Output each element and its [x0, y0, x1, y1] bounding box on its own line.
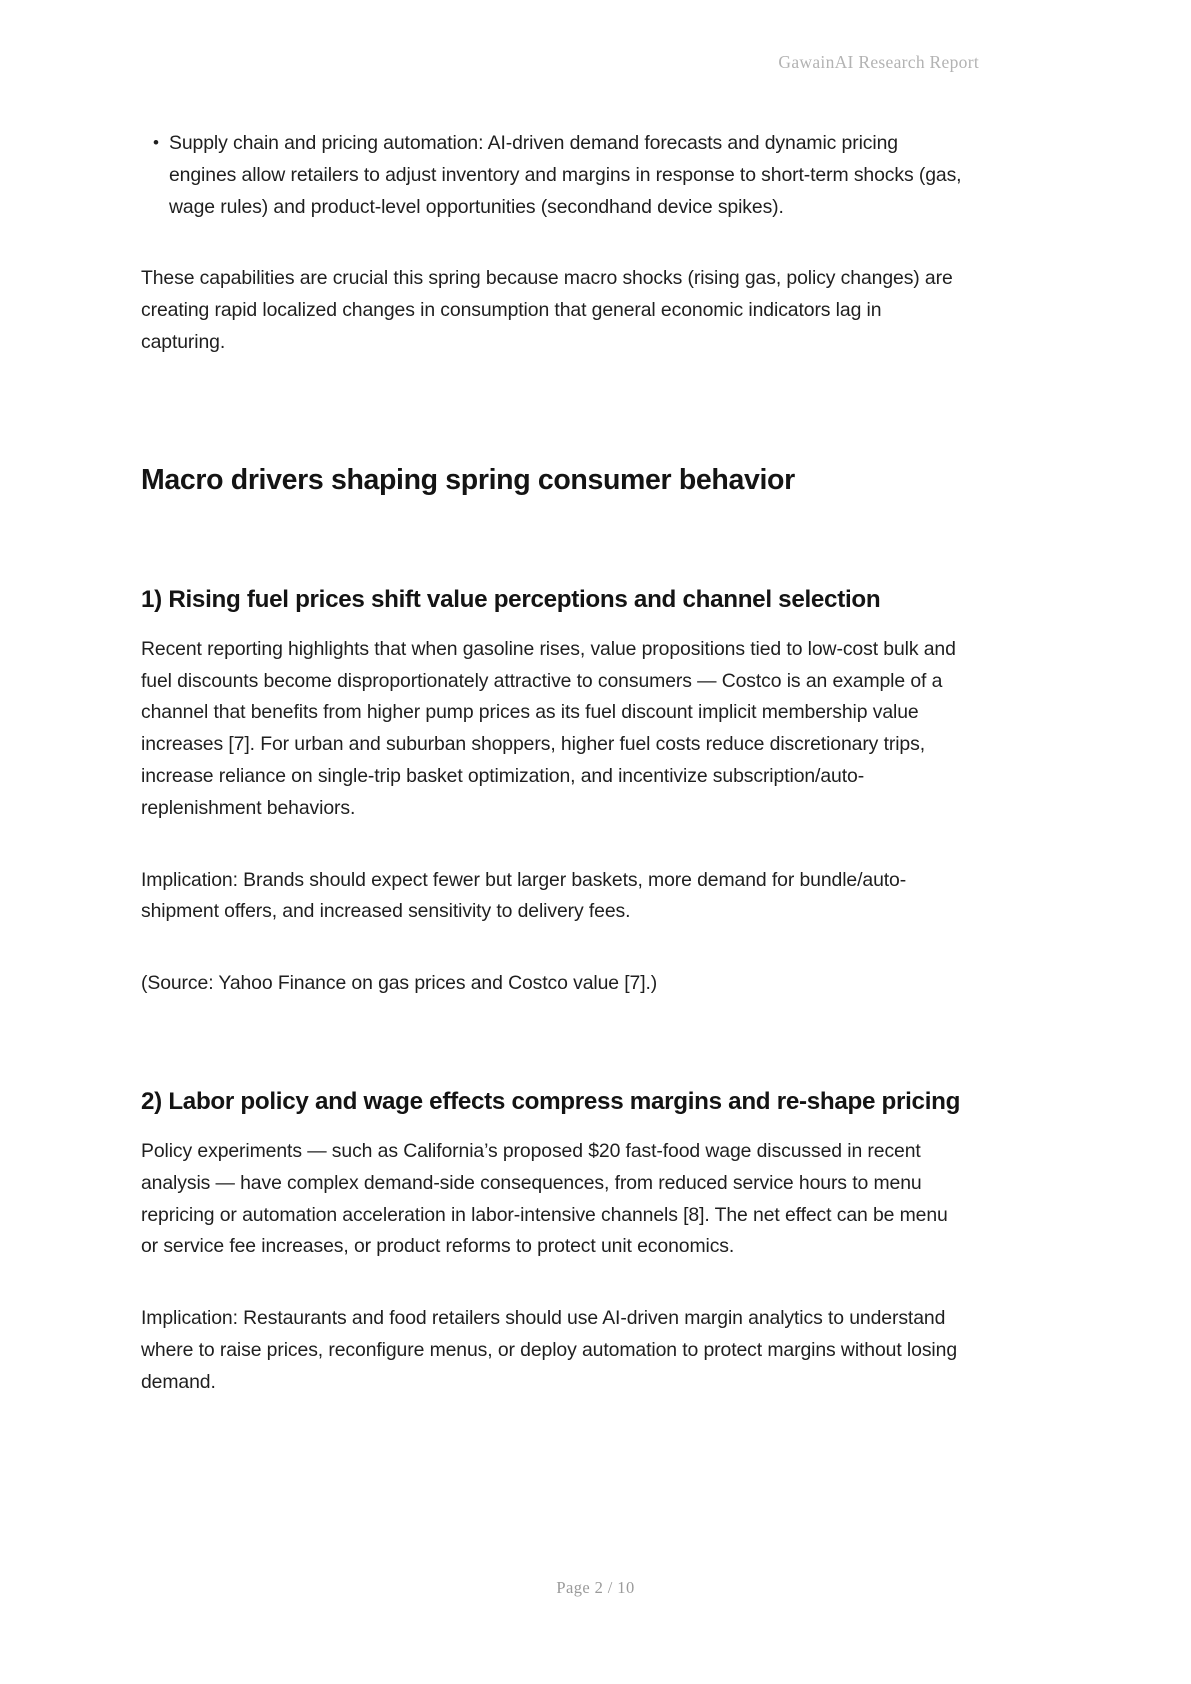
subsection-implication-2: Implication: Restaurants and food retailers should use AI-driven margin analytics to understand where to raise prices, reconfigure menus, or deploy automation to protect margins without losing demand.	[141, 1307, 957, 1393]
subsection-body-2: Policy experiments — such as California’s proposed $20 fast-food wage discussed in recent analysis — have complex demand-side consequences, from reduced service hours to menu repricing or automation acceleration in labor-intensive channels [8]. The net effect can be menu or service fee increases, or product reforms to protect unit economics.	[141, 1139, 948, 1258]
page-title: Macro drivers shaping spring consumer behavior	[141, 463, 795, 496]
subsection-heading-2: 2) Labor policy and wage effects compress margins and re-shape pricing	[141, 1087, 961, 1115]
subsection-heading-1: 1) Rising fuel prices shift value perceptions and channel selection	[141, 585, 881, 613]
running-header: GawainAI Research Report	[778, 52, 979, 72]
subsection-source-1: (Source: Yahoo Finance on gas prices and Costco value [7].)	[141, 972, 658, 995]
intro-paragraph: These capabilities are crucial this spring because macro shocks (rising gas, policy changes) are creating rapid localized changes in consumption that general economic indicators lag in capturing.	[141, 267, 953, 353]
subsection-body-1: Recent reporting highlights that when gasoline rises, value propositions tied to low-cost bulk and fuel discounts become disproportionately attractive to consumers — Costco is an example of a channel that benefits from higher pump prices as its fuel discount implicit membership value increases [7]. For urban and suburban shoppers, higher fuel costs reduce discretionary trips, increase reliance on single-trip basket optimization, and incentivize subscription/auto-replenishment behaviors.	[141, 637, 956, 819]
subsection-implication-1: Implication: Brands should expect fewer but larger baskets, more demand for bundle/auto-shipment offers, and increased sensitivity to delivery fees.	[141, 868, 907, 923]
bullet-list	[141, 128, 966, 223]
list-item: • Supply chain and pricing automation: AI-driven demand forecasts and dynamic pricing engines allow retailers to adjust inventory and margins in response to short-term shocks (gas, wage rules) and product-level opportunities (secondhand device spikes).	[141, 128, 966, 223]
page-number-footer: Page 2 / 10	[556, 1578, 635, 1597]
document-content	[141, 128, 966, 1399]
